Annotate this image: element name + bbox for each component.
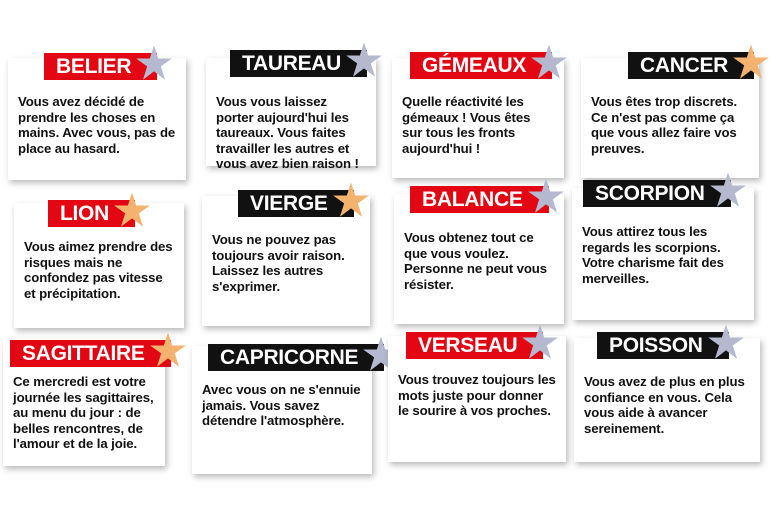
- label-balance: [410, 186, 549, 213]
- lion-name: LION: [60, 202, 109, 225]
- star-icon: [521, 323, 559, 361]
- star-icon: [345, 41, 383, 79]
- verseau-text: Vous trouvez toujours les mots juste pour donner le sourire à vos proches.: [398, 372, 556, 418]
- belier-text: Vous avez décidé de prendre les choses en mains. Avec vous, pas de place au hasard.: [18, 94, 176, 156]
- sagittaire-name: SAGITTAIRE: [22, 342, 145, 365]
- sagittaire-text: Ce mercredi est votre journée les sagittaires, au menu du jour : de belles rencontres, de l'amour et de la joie.: [13, 374, 154, 451]
- label-lion: [48, 200, 135, 227]
- gemeaux-name: GÉMEAUX: [422, 54, 527, 77]
- label-scorpion: [583, 180, 731, 207]
- star-icon: [332, 181, 370, 219]
- label-verseau: [406, 332, 543, 359]
- cancer-text: Vous êtes trop discrets. Ce n'est pas comme ça que vous allez faire vos preuves.: [591, 94, 738, 156]
- star-icon: [149, 331, 187, 369]
- label-cancer: [628, 52, 754, 79]
- verseau-name: VERSEAU: [418, 334, 518, 357]
- label-vierge: [238, 190, 354, 217]
- label-gemeaux: [410, 52, 552, 79]
- star-icon: [732, 43, 770, 81]
- scorpion-name: SCORPION: [595, 182, 705, 205]
- cancer-name: CANCER: [640, 54, 729, 77]
- belier-name: BELIER: [56, 55, 132, 78]
- star-icon: [707, 323, 745, 361]
- star-icon: [709, 171, 747, 209]
- star-icon: [135, 44, 173, 82]
- label-poisson: [597, 332, 729, 359]
- taureau-name: TAUREAU: [242, 52, 342, 75]
- gemeaux-text: Quelle réactivité les gémeaux ! Vous êtes sur tous les fronts aujourd'hui !: [402, 94, 531, 156]
- taureau-text: Vous vous laissez porter aujourd'hui les taureaux. Vous faites travailler les autres et vous avez bien raison !: [216, 94, 359, 171]
- balance-text: Vous obtenez tout ce que vous voulez. Personne ne peut vous résister.: [404, 230, 547, 292]
- capricorne-name: CAPRICORNE: [220, 346, 359, 369]
- label-capricorne: [208, 344, 384, 371]
- vierge-text: Vous ne pouvez pas toujours avoir raison. Laissez les autres s'exprimer.: [212, 232, 345, 294]
- star-icon: [527, 177, 565, 215]
- vierge-name: VIERGE: [250, 192, 328, 215]
- capricorne-text: Avec vous on ne s'ennuie jamais. Vous savez détendre l'atmosphère.: [202, 382, 361, 428]
- star-icon: [530, 43, 568, 81]
- label-belier: [44, 53, 157, 80]
- lion-text: Vous aimez prendre des risques mais ne confondez pas vitesse et précipitation.: [24, 239, 173, 301]
- label-taureau: [230, 50, 367, 77]
- star-icon: [113, 191, 151, 229]
- poisson-text: Vous avez de plus en plus confiance en vous. Cela vous aide à avancer sereinement.: [584, 374, 745, 436]
- label-sagittaire: [10, 340, 171, 367]
- balance-name: BALANCE: [422, 188, 523, 211]
- scorpion-text: Vous attirez tous les regards les scorpions. Votre charisme fait des merveilles.: [582, 224, 724, 286]
- poisson-name: POISSON: [609, 334, 703, 357]
